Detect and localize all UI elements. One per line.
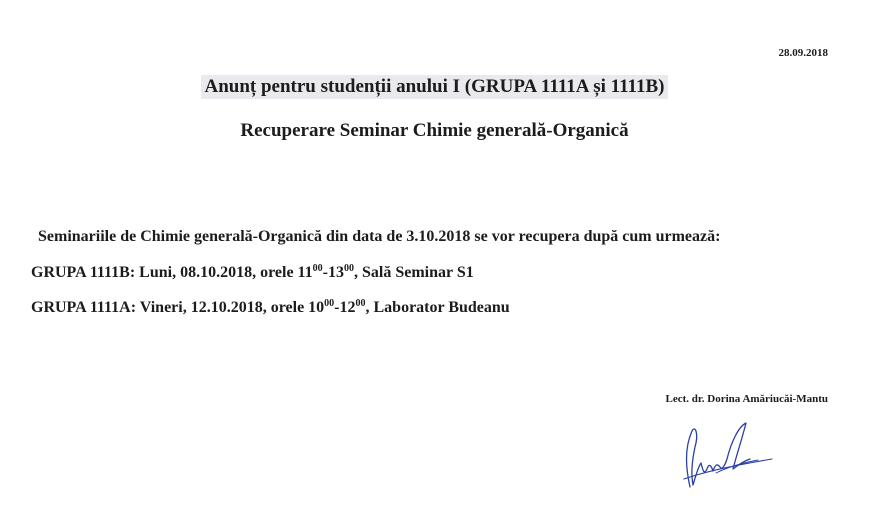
schedule-prefix: GRUPA 1111A: Vineri, 12.10.2018, orele 10 (31, 299, 325, 316)
signer-name: Lect. dr. Dorina Amăriucăi-Mantu (665, 393, 828, 405)
schedule-end-hour: -12 (334, 299, 356, 316)
schedule-start-minutes: 00 (312, 263, 323, 274)
schedule-line-1111b (31, 264, 474, 282)
announcement-subtitle: Recuperare Seminar Chimie generală-Organică (240, 120, 629, 141)
schedule-end-minutes: 00 (343, 263, 354, 274)
schedule-end-hour: -13 (322, 264, 344, 281)
schedule-end-minutes: 00 (355, 298, 366, 309)
announcement-title (0, 76, 869, 98)
schedule-location: , Sală Seminar S1 (353, 264, 474, 281)
document-date: 28.09.2018 (778, 47, 828, 59)
handwritten-signature (676, 413, 776, 491)
schedule-line-1111a (31, 299, 510, 317)
schedule-location: , Laborator Budeanu (365, 299, 510, 316)
schedule-prefix: GRUPA 1111B: Luni, 08.10.2018, orele 11 (31, 264, 313, 281)
schedule-start-minutes: 00 (324, 298, 335, 309)
intro-paragraph: Seminariile de Chimie generală-Organică din data de 3.10.2018 se vor recupera după cum urmează: (38, 228, 721, 245)
announcement-title-text: Anunț pentru studenții anului I (GRUPA 1111A și 1111B) (201, 75, 667, 99)
